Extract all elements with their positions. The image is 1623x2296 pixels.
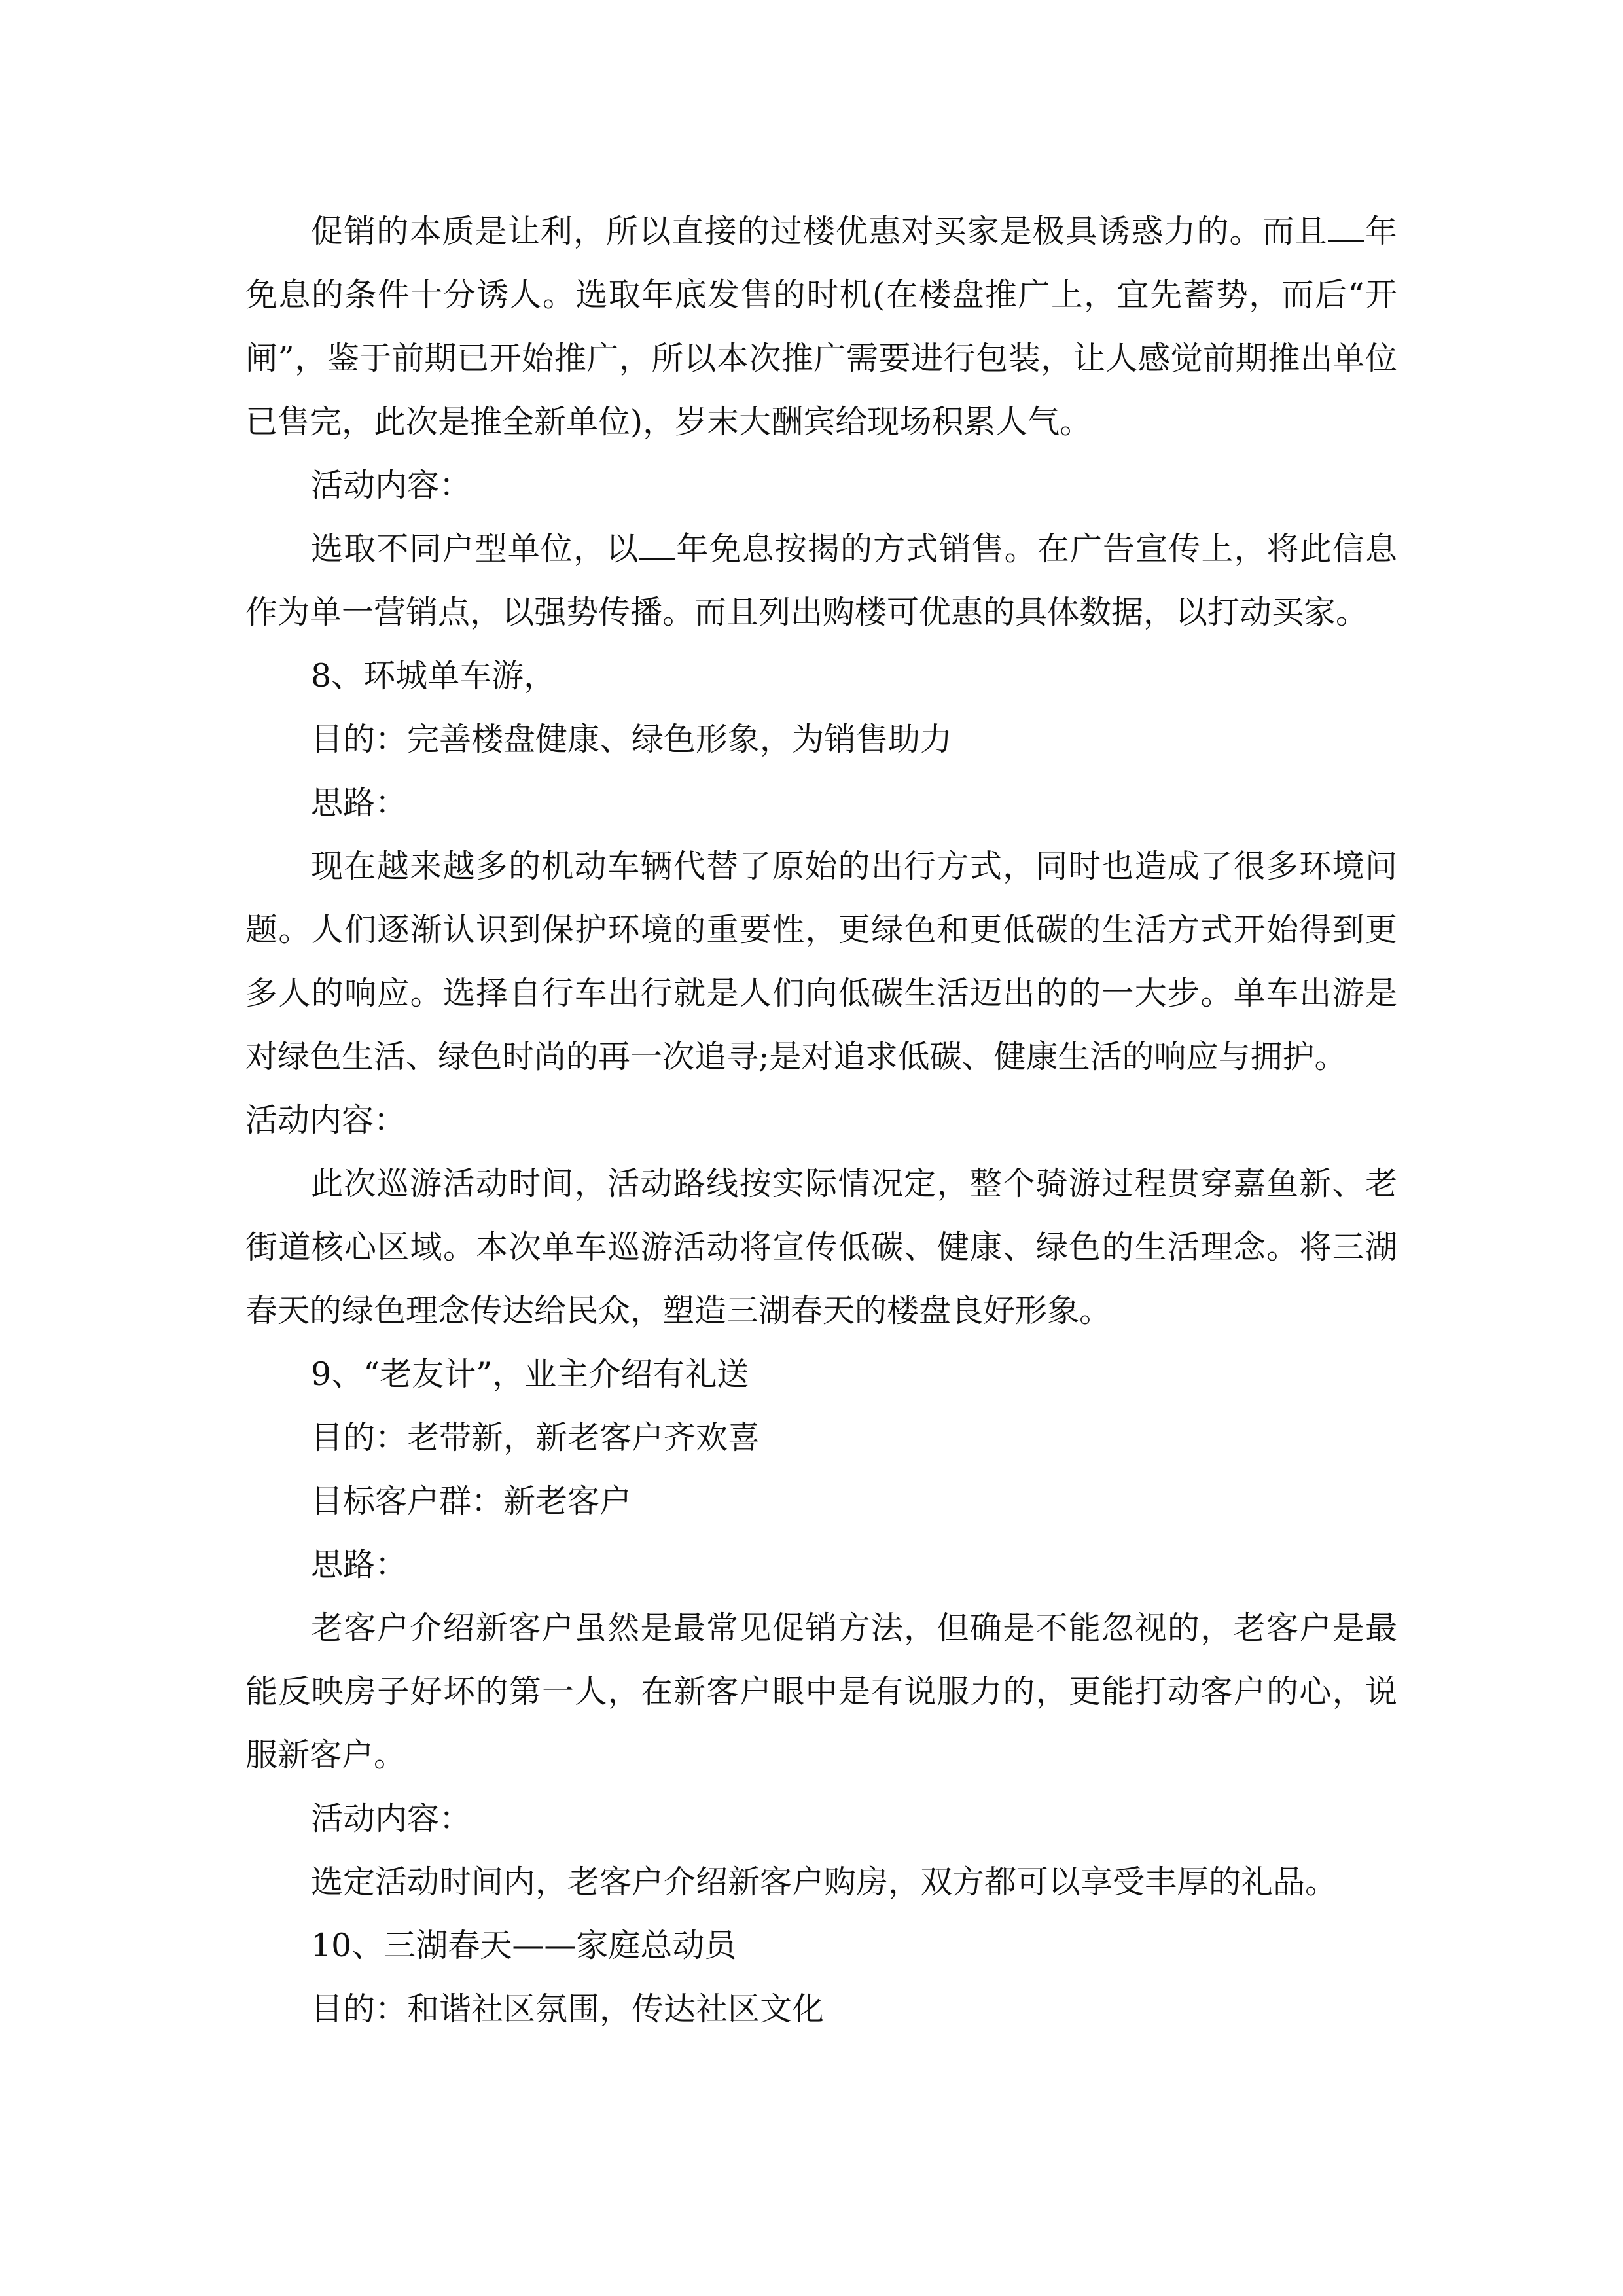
heading-activity-content: 活动内容：: [245, 1102, 406, 1139]
fill-in-blank: [1328, 214, 1364, 242]
fill-in-blank: [639, 531, 675, 560]
text-segment: 选取不同户型单位，以: [311, 530, 639, 567]
paragraph-activity-body: 此次巡游活动时间，活动路线按实际情况定，整个骑游过程贯穿嘉鱼新、老街道核心区域。本次单车巡游活动将宣传低碳、健康、绿色的生活理念。将三湖春天的绿色理念传达给民众，塑造三湖春天的楼盘良好形象。: [245, 1165, 1397, 1329]
paragraph-approach-body: 现在越来越多的机动车辆代替了原始的出行方式，同时也造成了很多环境问题。人们逐渐认识到保护环境的重要性，更绿色和更低碳的生活方式开始得到更多人的响应。选择自行车出行就是人们向低碳生活迈出的的一大步。单车出游是对绿色生活、绿色时尚的再一次追寻;是对追求低碳、健康生活的响应与拥护。: [245, 848, 1397, 1075]
text-segment: 年免息的条件十分诱人。选取年底发售的时机(在楼盘推广上，宜先蓄势，而后“开闸”，鉴于前期已开始推广，所以本次推广需要进行包装，让人感觉前期推出单位已售完，此次是推全新单位)，岁末大酬宾给现场积累人气。: [245, 213, 1397, 440]
heading-item-8: 8、环城单车游，: [311, 657, 556, 694]
paragraph-target-customers: 目标客户群：新老客户: [311, 1482, 632, 1520]
heading-item-10: 10、三湖春天——家庭总动员: [311, 1927, 737, 1964]
document-body: [245, 200, 1397, 2041]
heading-item-9: 9、“老友计”，业主介绍有礼送: [311, 1355, 749, 1393]
paragraph-promotion-essence: [245, 200, 1397, 454]
heading-approach: 思路：: [311, 1546, 408, 1583]
paragraph-purpose: 目的：完善楼盘健康、绿色形象，为销售助力: [311, 721, 953, 758]
text-segment: 年免息按揭的方式销售。在广告宣传上，将此信息作为单一营销点，以强势传播。而且列出购楼可优惠的具体数据，以打动买家。: [245, 530, 1397, 631]
heading-approach: 思路：: [311, 784, 408, 821]
heading-activity-content: 活动内容：: [311, 1800, 472, 1837]
paragraph-approach-body: 老客户介绍新客户虽然是最常见促销方法，但确是不能忽视的，老客户是最能反映房子好坏的第一人，在新客户眼中是有说服力的，更能打动客户的心，说服新客户。: [245, 1609, 1397, 1774]
paragraph-unit-selection: [245, 517, 1397, 644]
paragraph-activity-body: 选定活动时间内，老客户介绍新客户购房，双方都可以享受丰厚的礼品。: [311, 1863, 1338, 1901]
text-segment: 促销的本质是让利，所以直接的过楼优惠对买家是极具诱惑力的。而且: [311, 213, 1328, 250]
heading-activity-content: 活动内容：: [311, 467, 472, 504]
paragraph-purpose: 目的：和谐社区氛围，传达社区文化: [311, 1990, 825, 2028]
paragraph-purpose: 目的：老带新，新老客户齐欢喜: [311, 1419, 760, 1456]
